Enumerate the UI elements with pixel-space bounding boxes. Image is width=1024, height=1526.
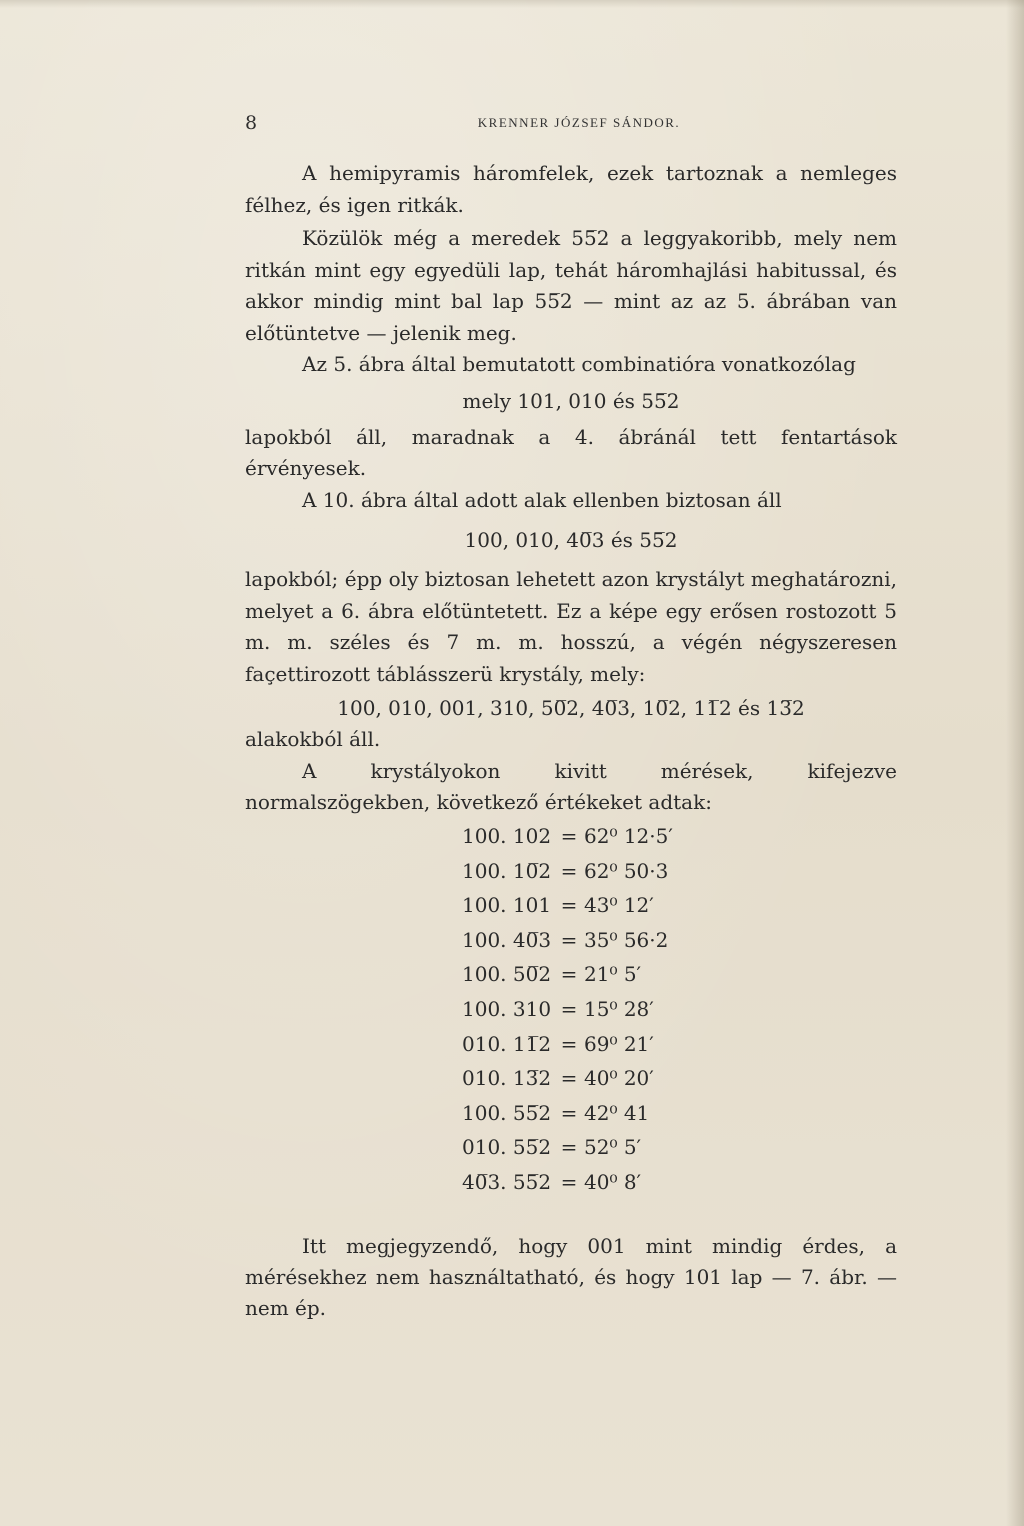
measurement-equals: = [560, 1031, 578, 1056]
measurement-angle: 42⁰ 41 [584, 1100, 650, 1125]
measurement-equals: = [560, 824, 578, 848]
measurement-angle: 52⁰ 5′ [584, 1135, 642, 1160]
paragraph-8: A krystályokon kivitt mérések, kifejezve normalszögekben, következő értékeket adtak: [245, 758, 897, 814]
measurement-table [462, 819, 673, 1200]
measurement-row [462, 1096, 673, 1131]
measurement-row [462, 819, 673, 854]
measurement-row [462, 923, 673, 958]
measurement-faces: 010. 13̅2 [462, 1066, 552, 1091]
measurement-equals: = [560, 962, 578, 987]
paragraph-2: Közülök még a meredek 55̅2 a leggyakoribb, mely nem ritkán mint egy egyedüli lap, tehát háromhajlási habitussal, és akkor mindig mint bal lap 55̅2 — mint az az 5. ábrában van előtüntetve — jelenik meg. [245, 226, 897, 345]
measurement-angle: 43⁰ 12′ [584, 893, 654, 918]
measurement-row [462, 1165, 673, 1200]
measurement-row [462, 1027, 673, 1062]
running-head: KRENNER JÓZSEF SÁNDOR. [477, 115, 681, 130]
measurement-equals: = [560, 1066, 578, 1091]
measurement-row [462, 888, 673, 923]
measurement-equals: = [560, 996, 578, 1021]
measurement-row [462, 992, 673, 1027]
paragraph-6: lapokból; épp oly biztosan lehetett azon krystályt meghatározni, melyet a 6. ábra előtüntetett. Ez a képe egy erősen rostozott 5 m. m. széles és 7 m. m. hosszú, a végén négyszeresen façettirozott táblásszerü krystály, mely: [245, 567, 897, 686]
measurement-equals: = [560, 1100, 578, 1125]
measurement-faces: 010. 55̅2 [462, 1135, 552, 1160]
formula-1: mely 101, 010 és 55̅2 [462, 388, 680, 413]
measurement-faces: 100. 101 [462, 893, 552, 918]
measurement-row [462, 957, 673, 992]
body-text [245, 158, 897, 819]
measurement-angle: 69⁰ 21′ [584, 1031, 654, 1056]
measurement-row [462, 1061, 673, 1096]
paragraph-7: alakokból áll. [245, 727, 381, 751]
paragraph-4: lapokból áll, maradnak a 4. ábránál tett fentartások érvényesek. [245, 424, 897, 480]
paragraph-1: A hemipyramis háromfelek, ezek tartoznak a nemleges félhez, és igen ritkák. [245, 161, 897, 217]
measurement-faces: 100. 40̅3 [462, 927, 552, 952]
page-header [245, 112, 895, 140]
measurement-faces: 100. 310 [462, 996, 552, 1021]
measurement-angle: 15⁰ 28′ [584, 996, 654, 1021]
formula-2: 100, 010, 40̅3 és 55̅2 [464, 528, 678, 552]
measurement-faces: 100. 50̅2 [462, 962, 552, 987]
measurement-row [462, 854, 673, 889]
measurement-equals: = [560, 893, 578, 918]
paragraph-3: Az 5. ábra által bemutatott combinatióra vonatkozólag [302, 352, 856, 376]
paragraph-9: Itt megjegyzendő, hogy 001 mint mindig érdes, a mérésekhez nem használtatható, és hogy 101 lap — 7. ábr. — nem ép. [245, 1234, 897, 1320]
page-top-shadow [0, 0, 1024, 8]
measurement-faces: 100. 10̅2 [462, 858, 552, 883]
measurement-angle: 21⁰ 5′ [584, 962, 642, 987]
measurement-faces: 010. 11̅2 [462, 1031, 552, 1056]
closing-text [245, 1231, 897, 1324]
measurement-equals: = [560, 1169, 578, 1194]
formula-3: 100, 010, 001, 310, 50̅2, 40̅3, 10̅2, 11̅2 és 13̅2 [337, 696, 805, 720]
page-number: 8 [245, 112, 258, 134]
measurement-faces: 100. 55̅2 [462, 1100, 552, 1125]
measurement-angle: 40⁰ 8′ [584, 1169, 642, 1194]
measurement-angle: 40⁰ 20′ [584, 1066, 654, 1091]
page-right-edge [1006, 0, 1024, 1526]
measurement-equals: = [560, 858, 578, 883]
paragraph-5: A 10. ábra által adott alak ellenben biztosan áll [302, 487, 782, 512]
measurement-equals: = [560, 927, 578, 952]
measurement-faces: 100. 102 [462, 824, 552, 848]
measurement-equals: = [560, 1135, 578, 1160]
measurement-angle: 62⁰ 50·3 [584, 858, 669, 883]
measurement-angle: 35⁰ 56·2 [584, 927, 669, 952]
measurement-row [462, 1130, 673, 1165]
measurement-angle: 62⁰ 12·5′ [584, 824, 673, 848]
measurement-faces: 40̅3. 55̅2 [462, 1169, 552, 1194]
